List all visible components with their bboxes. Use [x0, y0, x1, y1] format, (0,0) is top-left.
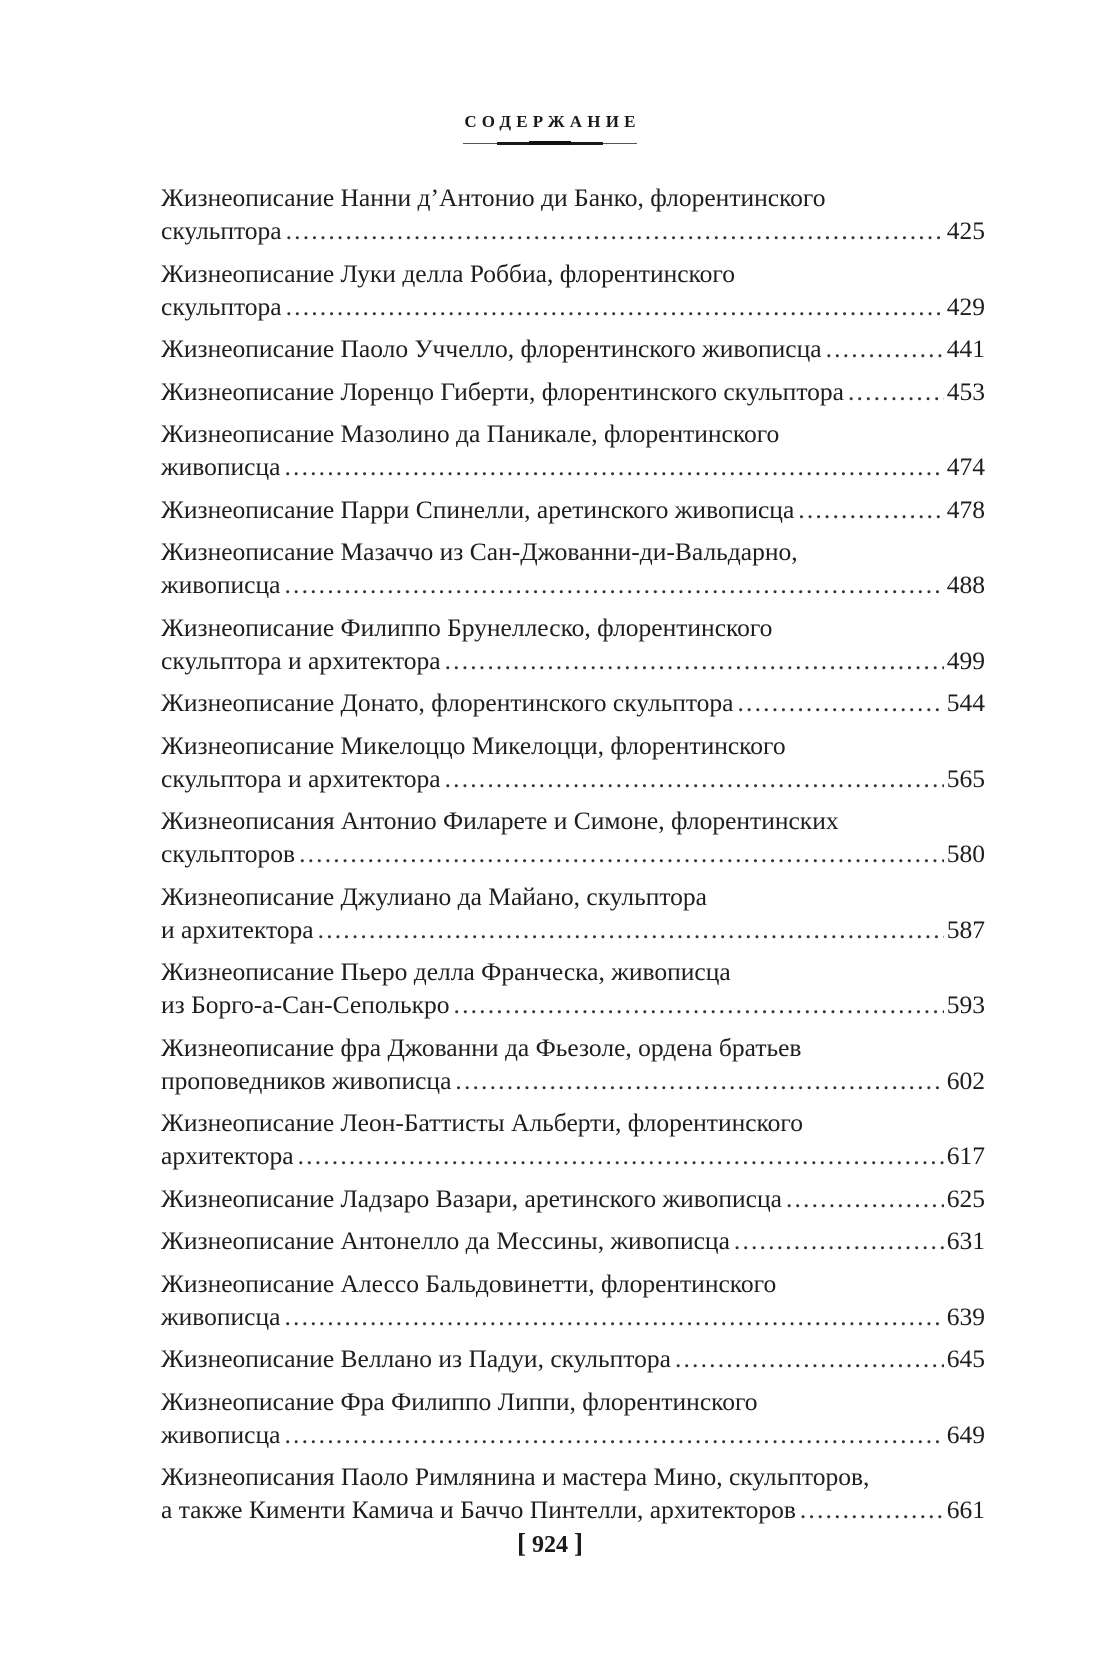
toc-entry-page-number: 580 [946, 839, 985, 868]
toc-entry-title-line: Жизнеописание Паоло Уччелло, флорентинского живописца [161, 334, 822, 363]
toc-entry[interactable] [161, 1385, 985, 1451]
toc-entry-last-line [161, 644, 985, 677]
toc-entry-last-line [161, 1493, 985, 1526]
toc-entry-title-line: из Борго-а-Сан-Сеполькро [161, 990, 450, 1019]
toc-entry-title-line: Жизнеописание Нанни д’Антонио ди Банко, флорентинского [161, 183, 826, 212]
dot-leader [800, 1493, 944, 1526]
toc-entry-last-line [161, 1064, 985, 1097]
toc-entry-title-line: Жизнеописания Антонио Филарете и Симоне, флорентинских [161, 806, 839, 835]
toc-entry-last-line [161, 290, 985, 323]
toc-entry-title-line: проповедников живописца [161, 1065, 452, 1095]
toc-entry-last-line [161, 1139, 985, 1172]
toc-entry[interactable] [161, 955, 985, 1021]
toc-entry-page-number: 474 [946, 452, 985, 481]
toc-entry[interactable] [161, 1224, 985, 1257]
toc-entry-title-line: Жизнеописание Пьеро делла Франческа, живописца [161, 957, 731, 986]
toc-entry-title-line: Жизнеописание Фра Филиппо Липпи, флорентинского [161, 1386, 758, 1416]
toc-entry-title-line: Жизнеописание Филиппо Брунеллеско, флорентинского [161, 612, 773, 642]
toc-entry[interactable] [161, 686, 985, 719]
toc-entry-page-number: 429 [946, 291, 985, 321]
toc-entry-last-line [161, 837, 985, 870]
title-ornamental-rule [463, 142, 637, 145]
toc-entry-title-line: а также Кименти Камича и Баччо Пинтелли, архитекторов [161, 1495, 796, 1524]
toc-entry-page-number: 661 [946, 1495, 985, 1524]
toc-entry[interactable] [161, 1267, 985, 1333]
toc-entry-last-line [161, 762, 985, 795]
toc-entry-title-line: Жизнеописание Мазолино да Паникале, флорентинского [161, 419, 780, 448]
toc-entry[interactable] [161, 535, 985, 601]
toc-entry-page-number: 499 [946, 645, 985, 675]
toc-entry[interactable] [161, 257, 985, 323]
toc-entry[interactable] [161, 375, 985, 408]
toc-entry-page-number: 441 [946, 334, 985, 363]
toc-entry-page-number: 617 [946, 1141, 985, 1170]
toc-entry-title-line: Жизнеописания Паоло Римлянина и мастера Мино, скульпторов, [161, 1462, 870, 1491]
toc-entry-last-line [161, 375, 985, 408]
toc-entry-title-line: скульпторов [161, 839, 296, 868]
toc-entry-title-line: живописца [161, 1301, 281, 1331]
toc-entry-title-line: Жизнеописание Леон-Баттисты Альберти, флорентинского [161, 1108, 803, 1137]
toc-entry-last-line [161, 988, 985, 1021]
dot-leader [445, 762, 944, 795]
dot-leader [455, 1064, 943, 1097]
toc-entry-last-line [161, 450, 985, 483]
toc-entry-title-line: Жизнеописание Мазаччо из Сан-Джованни-ди-Вальдарно, [161, 537, 798, 566]
toc-entry-title-line: скульптора и архитектора [161, 763, 441, 793]
toc-entry[interactable] [161, 804, 985, 870]
toc-entry-last-line [161, 332, 985, 365]
toc-entry-last-line [161, 1182, 985, 1215]
toc-entry-title-line: Жизнеописание Джулиано да Майано, скульптора [161, 881, 707, 911]
toc-entry-page-number: 625 [946, 1183, 985, 1213]
toc-entry-page-number: 587 [946, 914, 985, 944]
toc-entry-title-line: живописца [161, 570, 281, 599]
dot-leader [284, 1418, 943, 1451]
page-number-footer [0, 1528, 1100, 1559]
toc-entry-last-line [161, 1224, 985, 1257]
toc-entry-title-line: скульптора [161, 291, 282, 321]
toc-entry[interactable] [161, 1342, 985, 1375]
bracket-open: [ [517, 1528, 526, 1558]
toc-entry[interactable] [161, 880, 985, 946]
toc-entry[interactable] [161, 332, 985, 365]
dot-leader [298, 1139, 944, 1172]
dot-leader [786, 1182, 944, 1215]
dot-leader [286, 214, 944, 247]
toc-entry-title-line: Жизнеописание Веллано из Падуи, скульптора [161, 1344, 671, 1373]
toc-entry-page-number: 649 [946, 1419, 985, 1449]
bracket-close: ] [574, 1528, 583, 1558]
toc-entry-page-number: 602 [946, 1065, 985, 1095]
toc-entry-last-line [161, 686, 985, 719]
toc-entry-last-line [161, 1418, 985, 1451]
page-title: СОДЕРЖАНИЕ [464, 112, 641, 131]
toc-entry-title-line: Жизнеописание Ладзаро Вазари, аретинского живописца [161, 1183, 782, 1213]
toc-entry[interactable] [161, 611, 985, 677]
table-of-contents [161, 181, 985, 1536]
dot-leader [299, 837, 944, 870]
toc-entry-page-number: 593 [946, 990, 985, 1019]
toc-entry[interactable] [161, 493, 985, 526]
dot-leader [738, 686, 944, 719]
dot-leader [826, 332, 944, 365]
toc-entry-page-number: 565 [946, 763, 985, 793]
toc-entry-last-line [161, 1342, 985, 1375]
toc-entry-page-number: 544 [946, 688, 985, 717]
toc-entry-last-line [161, 214, 985, 247]
toc-entry-title-line: архитектора [161, 1141, 294, 1170]
toc-entry-last-line [161, 568, 985, 601]
toc-entry-title-line: Жизнеописание Антонелло да Мессины, живописца [161, 1226, 730, 1255]
toc-entry[interactable] [161, 181, 985, 247]
dot-leader [848, 375, 944, 408]
dot-leader [284, 450, 943, 483]
toc-entry[interactable] [161, 1031, 985, 1097]
toc-entry-last-line [161, 913, 985, 946]
dot-leader [284, 568, 943, 601]
dot-leader [284, 1300, 943, 1333]
dot-leader [798, 493, 943, 526]
toc-entry-page-number: 478 [946, 494, 985, 524]
toc-entry-title-line: Жизнеописание Алессо Бальдовинетти, флорентинского [161, 1268, 777, 1298]
toc-entry-page-number: 488 [946, 570, 985, 599]
toc-entry-title-line: Жизнеописание Донато, флорентинского скульптора [161, 688, 734, 717]
toc-entry-title-line: Жизнеописание Лоренцо Гиберти, флорентинского скульптора [161, 376, 844, 406]
toc-entry-page-number: 453 [946, 376, 985, 406]
dot-leader [454, 988, 944, 1021]
dot-leader [286, 290, 944, 323]
toc-entry-last-line [161, 1300, 985, 1333]
page-header [0, 112, 1100, 145]
toc-entry-page-number: 639 [946, 1301, 985, 1331]
toc-entry[interactable] [161, 1182, 985, 1215]
dot-leader [445, 644, 944, 677]
toc-entry-page-number: 631 [946, 1226, 985, 1255]
dot-leader [318, 913, 944, 946]
dot-leader [675, 1342, 944, 1375]
toc-entry[interactable] [161, 1106, 985, 1172]
toc-entry-last-line [161, 493, 985, 526]
toc-entry[interactable] [161, 417, 985, 483]
toc-entry-title-line: и архитектора [161, 914, 314, 944]
toc-entry-title-line: Жизнеописание Парри Спинелли, аретинского живописца [161, 494, 795, 524]
dot-leader [734, 1224, 944, 1257]
toc-entry-title-line: скульптора [161, 216, 282, 245]
rule-thick-line [529, 141, 571, 145]
toc-entry[interactable] [161, 1460, 985, 1526]
toc-entry-title-line: живописца [161, 452, 281, 481]
toc-entry-title-line: скульптора и архитектора [161, 645, 441, 675]
toc-entry[interactable] [161, 729, 985, 795]
toc-entry-title-line: Жизнеописание фра Джованни да Фьезоле, ордена братьев [161, 1032, 802, 1062]
page-number: 924 [532, 1532, 568, 1558]
toc-entry-title-line: Жизнеописание Луки делла Роббиа, флорентинского [161, 258, 735, 288]
toc-entry-title-line: Жизнеописание Микелоццо Микелоцци, флорентинского [161, 730, 786, 760]
toc-entry-page-number: 645 [946, 1344, 985, 1373]
toc-entry-page-number: 425 [946, 216, 985, 245]
toc-entry-title-line: живописца [161, 1419, 281, 1449]
